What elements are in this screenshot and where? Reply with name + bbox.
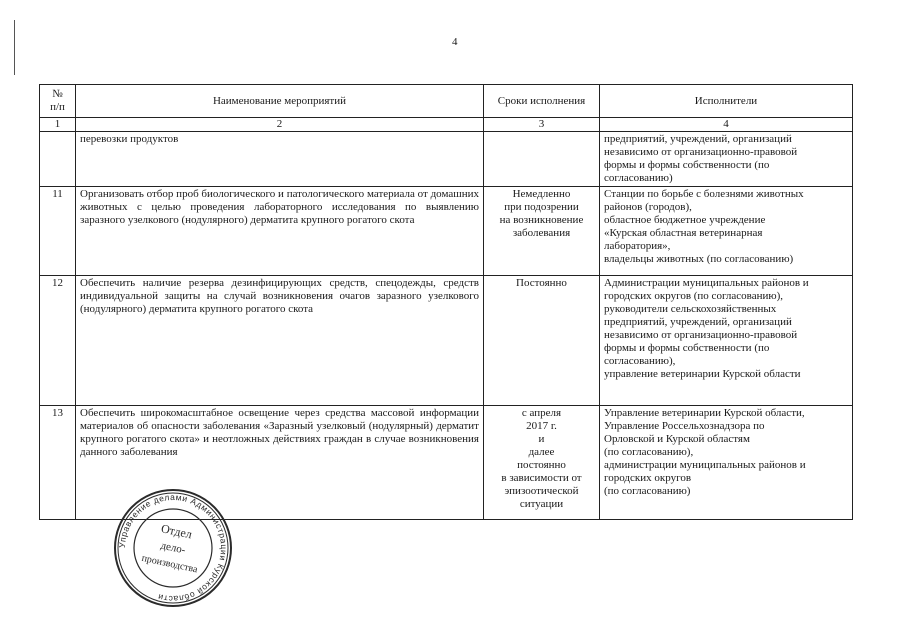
deadline bbox=[484, 276, 600, 406]
page-number: 4 bbox=[452, 36, 458, 48]
deadline-line: на возникновение bbox=[499, 214, 584, 226]
executors bbox=[600, 132, 853, 187]
executor-line: Орловской и Курской областям bbox=[604, 433, 750, 445]
row-number bbox=[40, 132, 76, 187]
executor-line: согласованию) bbox=[604, 172, 673, 184]
executor-line: предприятий, учреждений, организаций bbox=[604, 133, 792, 145]
executor-line: формы и формы собственности (по bbox=[604, 342, 770, 354]
deadline-line: 2017 г. bbox=[526, 420, 557, 432]
deadline-line: Немедленно bbox=[512, 188, 571, 200]
executors bbox=[600, 187, 853, 276]
measures-table bbox=[39, 84, 853, 520]
deadline-line: Постоянно bbox=[516, 277, 567, 289]
executor-line: администрации муниципальных районов и bbox=[604, 459, 806, 471]
row-number: 12 bbox=[40, 276, 76, 406]
executor-line: лаборатория», bbox=[604, 240, 671, 252]
deadline-line: заболевания bbox=[512, 227, 571, 239]
executor-line: Управление ветеринарии Курской области, bbox=[604, 407, 805, 419]
executors bbox=[600, 276, 853, 406]
header-measure-name: Наименование мероприятий bbox=[76, 85, 484, 118]
deadline-line: и bbox=[538, 433, 545, 445]
executor-line: городских округов (по согласованию), bbox=[604, 290, 783, 302]
executor-line: предприятий, учреждений, организаций bbox=[604, 316, 792, 328]
deadline bbox=[484, 406, 600, 520]
executor-line: независимо от организационно-правовой bbox=[604, 329, 798, 341]
column-number: 1 bbox=[40, 118, 76, 132]
margin-mark bbox=[14, 20, 15, 75]
table-header-row bbox=[40, 85, 853, 118]
deadline-line: далее bbox=[528, 446, 555, 458]
executor-line: согласованию), bbox=[604, 355, 676, 367]
row-number: 13 bbox=[40, 406, 76, 520]
executor-line: руководители сельскохозяйственных bbox=[604, 303, 777, 315]
deadline-line: постоянно bbox=[517, 459, 566, 471]
deadline bbox=[484, 132, 600, 187]
office-stamp bbox=[112, 487, 234, 609]
deadline-line: эпизоотической bbox=[504, 485, 579, 497]
header-number bbox=[40, 85, 76, 118]
stamp-ring-text: Управление делами Администрации Курской области bbox=[116, 491, 230, 605]
executor-line: Управление Россельхознадзора по bbox=[604, 420, 765, 432]
measure-name: перевозки продуктов bbox=[76, 132, 484, 187]
executor-line: управление ветеринарии Курской области bbox=[604, 368, 801, 380]
executor-line: городских округов bbox=[604, 472, 692, 484]
executor-line: владельцы животных (по согласованию) bbox=[604, 253, 794, 265]
executor-line: Администрации муниципальных районов и bbox=[604, 277, 809, 289]
executors bbox=[600, 406, 853, 520]
executor-line: районов (городов), bbox=[604, 201, 692, 213]
deadline-line: при подозрении bbox=[504, 201, 579, 213]
header-number-line1: № bbox=[52, 88, 63, 100]
deadline-line: ситуации bbox=[519, 498, 564, 510]
row-number: 11 bbox=[40, 187, 76, 276]
executor-line: «Курская областная ветеринарная bbox=[604, 227, 763, 239]
column-number-row bbox=[40, 118, 853, 132]
stamp-center-line: дело- bbox=[159, 539, 187, 557]
executor-line: областное бюджетное учреждение bbox=[604, 214, 766, 226]
stamp-center-line: Отдел bbox=[159, 521, 194, 542]
column-number: 4 bbox=[600, 118, 853, 132]
deadline bbox=[484, 187, 600, 276]
measure-name: Обеспечить широкомасштабное освещение через средства массовой информации материалов об опасности заболевания «Заразный узелковый (нодулярный) дерматит крупного рогатого скота» и неотложных действиях граждан в случае возникновения данного заболевания bbox=[76, 406, 484, 520]
table-row bbox=[40, 132, 853, 187]
executor-line: Станции по борьбе с болезнями животных bbox=[604, 188, 804, 200]
table-row bbox=[40, 276, 853, 406]
header-number-line2: п/п bbox=[50, 101, 65, 113]
measure-name: Организовать отбор проб биологического и патологического материала от домашних животных с целью проведения лабораторного исследования по выявлению заразного узелкового (нодулярного) дерматита крупного рогатого скота bbox=[76, 187, 484, 276]
deadline-line: с апреля bbox=[521, 407, 562, 419]
deadline-line: в зависимости от bbox=[501, 472, 582, 484]
column-number: 2 bbox=[76, 118, 484, 132]
table-row bbox=[40, 187, 853, 276]
header-executors: Исполнители bbox=[600, 85, 853, 118]
measure-name: Обеспечить наличие резерва дезинфицирующих средств, спецодежды, средств индивидуальной защиты на случай возникновения очагов заразного узелкового (нодулярного) дерматита крупного рогатого скота bbox=[76, 276, 484, 406]
stamp-center-line: производства bbox=[140, 552, 199, 576]
executor-line: независимо от организационно-правовой bbox=[604, 146, 798, 158]
executor-line: формы и формы собственности (по bbox=[604, 159, 770, 171]
executor-line: (по согласованию) bbox=[604, 485, 691, 497]
column-number: 3 bbox=[484, 118, 600, 132]
header-deadline: Сроки исполнения bbox=[484, 85, 600, 118]
executor-line: (по согласованию), bbox=[604, 446, 694, 458]
